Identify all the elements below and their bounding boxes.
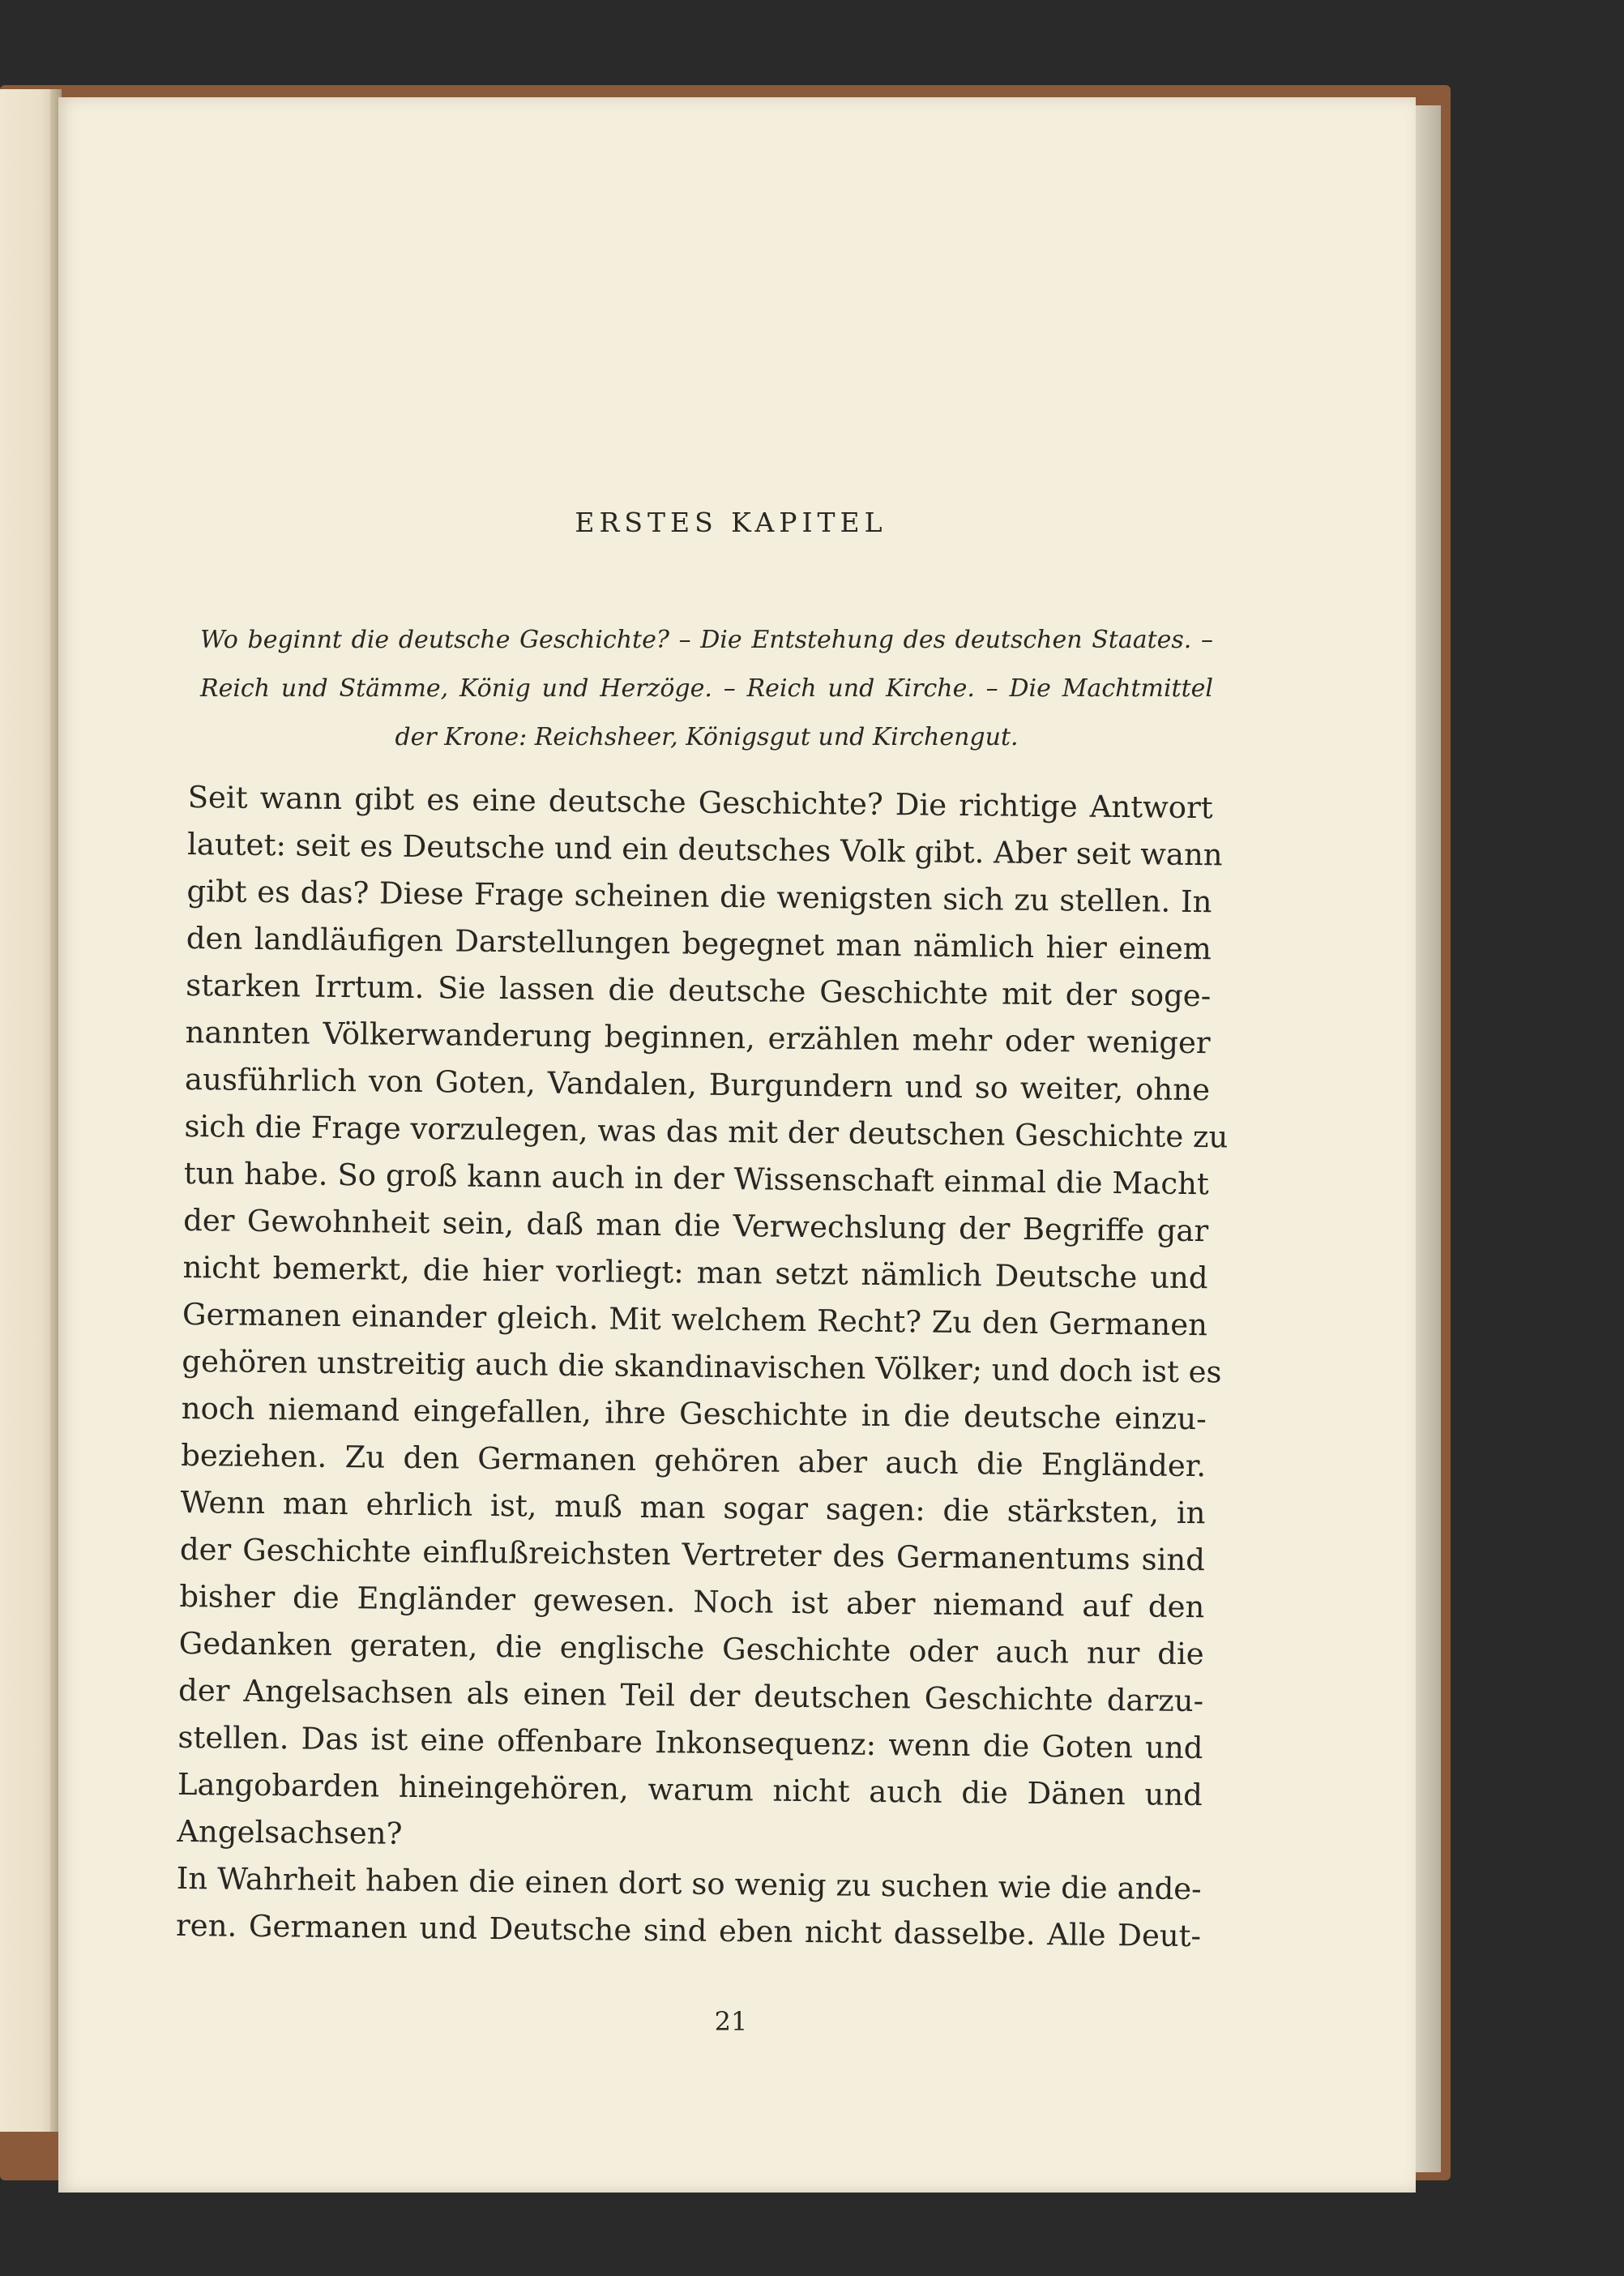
body-line: lautet: seit es Deutsche und ein deutsches Volk gibt. Aber seit wann [186, 826, 1223, 873]
body-line: Wenn man ehrlich ist, muß man sogar sagen: die stärksten, in [180, 1484, 1206, 1531]
body-line: tun habe. So groß kann auch in der Wissenschaft einmal die Macht [183, 1155, 1209, 1202]
body-line: bisher die Engländer gewesen. Noch ist aber niemand auf den [179, 1578, 1205, 1625]
body-line: den landläufigen Darstellungen begegnet man nämlich hier einem [186, 920, 1212, 967]
chapter-summary [200, 616, 1213, 762]
summary-line: der Krone: Reichsheer, Königsgut und Kirchengut. [395, 723, 1019, 751]
page-number: 21 [714, 2006, 748, 2037]
body-line: beziehen. Zu den Germanen gehören aber auch die Engländer. [180, 1437, 1207, 1484]
body-line: der Geschichte einflußreichsten Vertreter des Germanentums sind [179, 1531, 1206, 1578]
body-line: gehören unstreitig auch die skandinavischen Völker; und doch ist es [182, 1343, 1222, 1390]
body-line: stellen. Das ist eine offenbare Inkonsequenz: wenn die Goten und [177, 1719, 1203, 1766]
body-line: der Gewohnheit sein, daß man die Verwechslung der Begriffe gar [183, 1202, 1209, 1249]
book-page [58, 97, 1416, 2193]
body-line: starken Irrtum. Sie lassen die deutsche Geschichte mit der soge- [186, 967, 1212, 1014]
body-line: nannten Völkerwanderung beginnen, erzählen mehr oder weniger [185, 1014, 1211, 1061]
body-line: Germanen einander gleich. Mit welchem Recht? Zu den Germanen [182, 1296, 1208, 1343]
chapter-title: ERSTES KAPITEL [575, 507, 887, 538]
summary-line: Reich und Stämme, König und Herzöge. – Reich und Kirche. – Die Machtmittel [200, 674, 1213, 703]
body-line: Seit wann gibt es eine deutsche Geschichte? Die richtige Antwort [187, 779, 1213, 826]
body-line: der Angelsachsen als einen Teil der deutschen Geschichte darzu- [177, 1672, 1204, 1719]
body-line: noch niemand eingefallen, ihre Geschichte in die deutsche einzu- [181, 1390, 1207, 1437]
body-line: nicht bemerkt, die hier vorliegt: man setzt nämlich Deutsche und [182, 1249, 1208, 1296]
body-line: ausführlich von Goten, Vandalen, Burgundern und so weiter, ohne [184, 1061, 1211, 1108]
body-line: ren. Germanen und Deutsche sind eben nicht dasselbe. Alle Deut- [175, 1907, 1202, 1954]
body-text [175, 774, 1229, 1960]
body-line: Angelsachsen? [177, 1813, 403, 1851]
body-line: Langobarden hineingehören, warum nicht auch die Dänen und [177, 1766, 1203, 1813]
body-line: sich die Frage vorzulegen, was das mit der deutschen Geschichte zu [184, 1108, 1229, 1155]
left-page [0, 89, 57, 2132]
body-line: In Wahrheit haben die einen dort so wenig zu suchen wie die ande- [176, 1860, 1202, 1907]
body-line: gibt es das? Diese Frage scheinen die wenigsten sich zu stellen. In [186, 873, 1212, 920]
body-line: Gedanken geraten, die englische Geschichte oder auch nur die [178, 1625, 1204, 1672]
summary-line: Wo beginnt die deutsche Geschichte? – Die Entstehung des deutschen Staates. – [200, 626, 1213, 654]
